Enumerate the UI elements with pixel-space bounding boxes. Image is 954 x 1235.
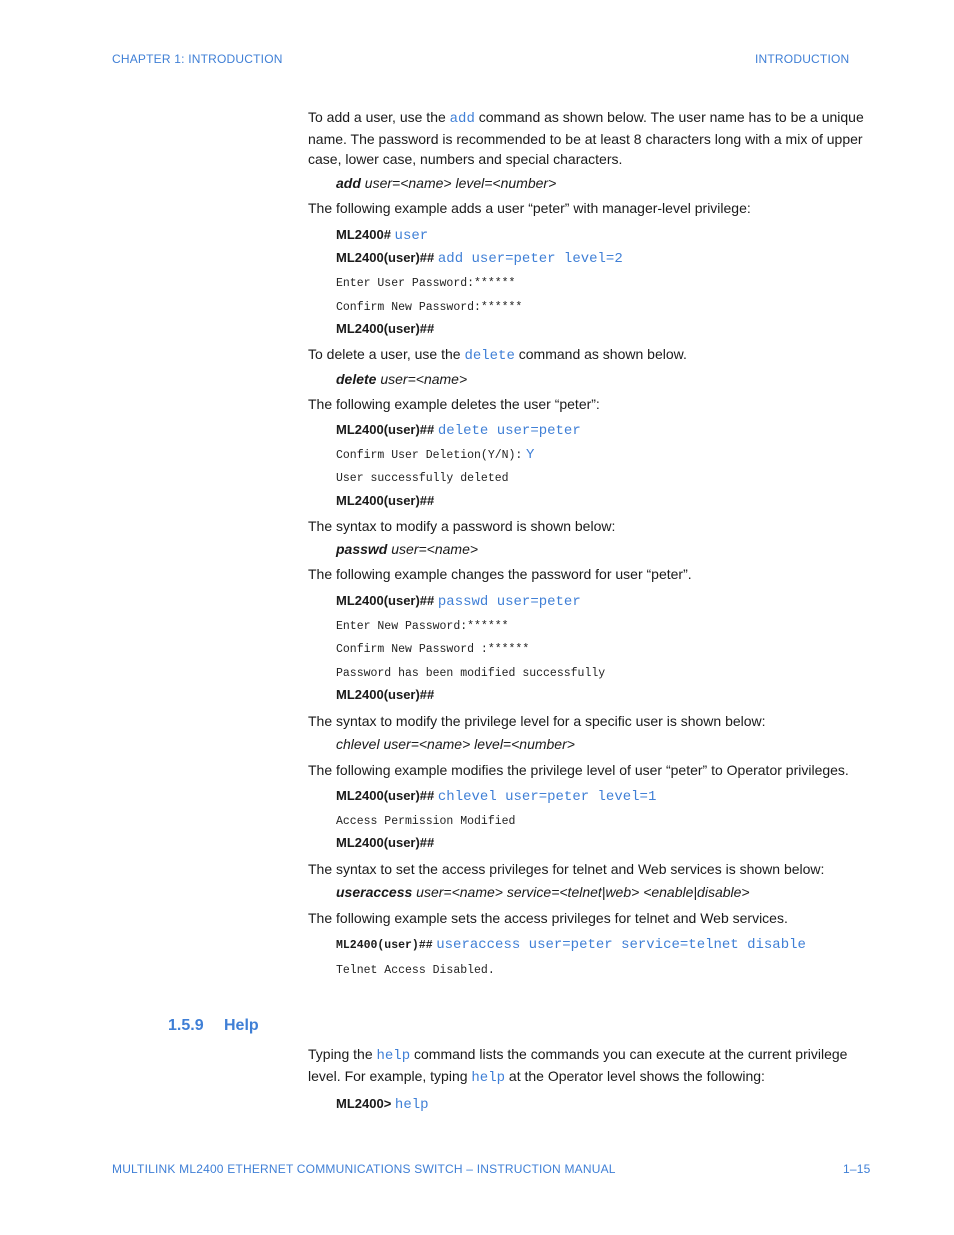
code-line: Password has been modified successfully — [336, 667, 606, 680]
delete-inline-command: delete — [464, 348, 515, 364]
code-line: ML2400(user)## — [336, 493, 435, 508]
delete-example-block — [308, 420, 878, 513]
passwd-syntax: passwd user=<name> — [336, 541, 479, 557]
code-line: ML2400(user)## useraccess user=peter service=telnet disable — [336, 937, 806, 953]
main-content — [308, 107, 878, 981]
chlevel-syntax: chlevel user=<name> level=<number> — [336, 736, 575, 752]
add-inline-command: add — [449, 111, 475, 127]
code-line: Access Permission Modified — [336, 815, 516, 828]
useraccess-example-intro: The following example sets the access privileges for telnet and Web services. — [308, 910, 788, 926]
delete-example-intro: The following example deletes the user “peter”: — [308, 396, 600, 412]
code-line: Confirm User Deletion(Y/N): Y — [336, 447, 535, 463]
help-example-block — [308, 1094, 878, 1115]
help-inline-command: help — [376, 1048, 411, 1064]
footer-title: MULTILINK ML2400 ETHERNET COMMUNICATIONS SWITCH – INSTRUCTION MANUAL — [112, 1162, 616, 1176]
code-line: ML2400(user)## chlevel user=peter level=1 — [336, 788, 657, 805]
useraccess-paragraph: The syntax to set the access privileges for telnet and Web services is shown below: — [308, 861, 825, 877]
code-line: ML2400# user — [336, 227, 429, 244]
add-example-block — [308, 225, 878, 341]
code-line: Confirm New Password :****** — [336, 643, 530, 656]
chlevel-example-block — [308, 786, 878, 855]
footer-page-number: 1–15 — [843, 1162, 871, 1176]
code-line: ML2400(user)## — [336, 321, 435, 336]
code-line: ML2400(user)## — [336, 687, 435, 702]
passwd-example-block — [308, 591, 878, 707]
code-line: ML2400(user)## passwd user=peter — [336, 593, 581, 610]
passwd-example-intro: The following example changes the password for user “peter”. — [308, 566, 692, 582]
code-line: Enter New Password:****** — [336, 620, 509, 633]
code-line: User successfully deleted — [336, 472, 509, 485]
chlevel-example-intro: The following example modifies the privilege level of user “peter” to Operator privileges. — [308, 762, 849, 778]
chlevel-paragraph: The syntax to modify the privilege level for a specific user is shown below: — [308, 713, 766, 729]
help-content — [308, 1044, 878, 1115]
header-chapter: CHAPTER 1: INTRODUCTION — [112, 52, 283, 66]
code-line: ML2400(user)## add user=peter level=2 — [336, 250, 623, 267]
add-paragraph: To add a user, use the add command as shown below. The user name has to be a unique name. The password is recommended to be at least 8 characters long with a mix of upper case, lower case, numbers and special characters. — [308, 109, 864, 167]
header-section: INTRODUCTION — [755, 52, 850, 66]
add-example-intro: The following example adds a user “peter” with manager-level privilege: — [308, 200, 751, 216]
code-line: Telnet Access Disabled. — [336, 964, 495, 977]
code-line: ML2400> help — [336, 1096, 429, 1113]
delete-syntax: delete user=<name> — [336, 371, 468, 387]
help-inline-command: help — [471, 1070, 506, 1086]
add-syntax: add user=<name> level=<number> — [336, 175, 557, 191]
code-line: ML2400(user)## delete user=peter — [336, 422, 581, 439]
useraccess-example-block — [308, 934, 878, 981]
help-paragraph: Typing the help command lists the commands you can execute at the current privilege level. For example, typing help at the Operator level shows the following: — [308, 1046, 848, 1086]
code-line: Confirm New Password:****** — [336, 301, 523, 314]
code-line: Enter User Password:****** — [336, 277, 516, 290]
delete-paragraph: To delete a user, use the delete command as shown below. — [308, 346, 687, 364]
useraccess-syntax: useraccess user=<name> service=<telnet|web> <enable|disable> — [336, 884, 750, 900]
code-line: ML2400(user)## — [336, 835, 435, 850]
passwd-paragraph: The syntax to modify a password is shown below: — [308, 518, 616, 534]
section-heading-help: 1.5.9 Help — [168, 1017, 259, 1034]
